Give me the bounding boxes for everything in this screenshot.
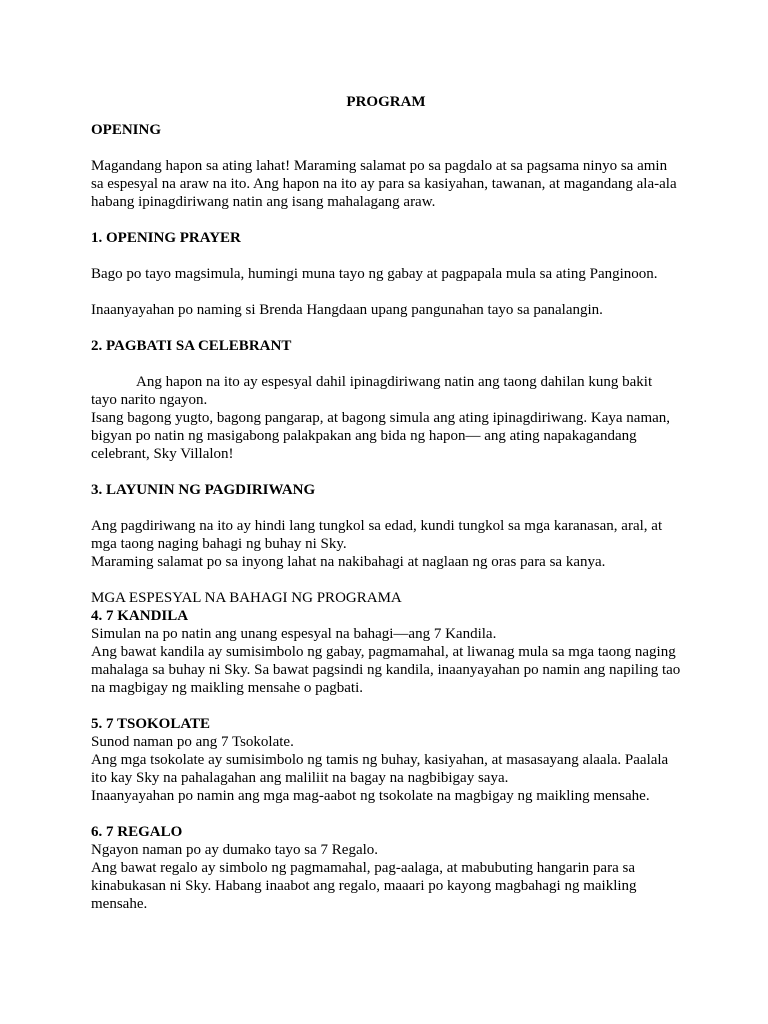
section-6-heading: 6. 7 REGALO [91, 824, 183, 840]
section-5-paragraph-3: Inaanyayahan po namin ang mga mag-aabot ng tsokolate na magbigay ng maikling mensahe. [91, 788, 650, 804]
section-1-heading: 1. OPENING PRAYER [91, 230, 241, 246]
section-3-paragraph-2: Maraming salamat po sa inyong lahat na nakibahagi at naglaan ng oras para sa kanya. [91, 554, 606, 570]
section-4-paragraph-2: Ang bawat kandila ay sumisimbolo ng gabay, pagmamahal, at liwanag mula sa mga taong naging mahalaga sa buhay ni Sky. Sa bawat pagsindi ng kandila, inaanyayahan po namin ang napiling tao na magbigay ng maikling mensahe o pagbati. [91, 644, 681, 696]
section-1-paragraph-2: Inaanyayahan po naming si Brenda Hangdaan upang pangunahan tayo sa panalangin. [91, 302, 603, 318]
section-5-paragraph-1: Sunod naman po ang 7 Tsokolate. [91, 734, 294, 750]
section-2-paragraph-1: Ang hapon na ito ay espesyal dahil ipinagdiriwang natin ang taong dahilan kung bakit tayo narito ngayon. [91, 374, 653, 408]
section-5-heading: 5. 7 TSOKOLATE [91, 716, 211, 732]
section-1-paragraph-1: Bago po tayo magsimula, humingi muna tayo ng gabay at pagpapala mula sa ating Panginoon. [91, 266, 658, 282]
opening-heading: OPENING [91, 122, 162, 138]
section-3-heading: 3. LAYUNIN NG PAGDIRIWANG [91, 482, 316, 498]
opening-text: Magandang hapon sa ating lahat! Maraming salamat po sa pagdalo at sa pagsama ninyo sa amin sa espesyal na araw na ito. Ang hapon na ito ay para sa kasiyahan, tawanan, at magandang ala-ala habang ipinagdiriwang natin ang isang mahalagang araw. [91, 158, 677, 210]
section-2-heading: 2. PAGBATI SA CELEBRANT [91, 338, 292, 354]
section-4-paragraph-1: Simulan na po natin ang unang espesyal na bahagi—ang 7 Kandila. [91, 626, 497, 642]
section-3-paragraph-1: Ang pagdiriwang na ito ay hindi lang tungkol sa edad, kundi tungkol sa mga karanasan, aral, at mga taong naging bahagi ng buhay ni Sky. [91, 518, 663, 552]
section-4-heading: 4. 7 KANDILA [91, 608, 189, 624]
section-6-paragraph-1: Ngayon naman po ay dumako tayo sa 7 Regalo. [91, 842, 379, 858]
section-2-paragraph-2: Isang bagong yugto, bagong pangarap, at bagong simula ang ating ipinagdiriwang. Kaya naman, bigyan po natin ng masigabong palakpakan ang bida ng hapon— ang ating napakagandang celebrant, Sky Villalon! [91, 410, 671, 462]
special-parts-label: MGA ESPESYAL NA BAHAGI NG PROGRAMA [91, 590, 402, 606]
document-body [91, 93, 681, 913]
section-5-paragraph-2: Ang mga tsokolate ay sumisimbolo ng tamis ng buhay, kasiyahan, at masasayang alaala. Paalala ito kay Sky na pahalagahan ang maliliit na bagay na nagbibigay saya. [91, 752, 669, 786]
section-6-paragraph-2: Ang bawat regalo ay simbolo ng pagmamahal, pag-aalaga, at mabubuting hangarin para sa kinabukasan ni Sky. Habang inaabot ang regalo, maaari po kayong magbahagi ng maikling mensahe. [91, 860, 637, 912]
document-title: PROGRAM [346, 94, 426, 110]
